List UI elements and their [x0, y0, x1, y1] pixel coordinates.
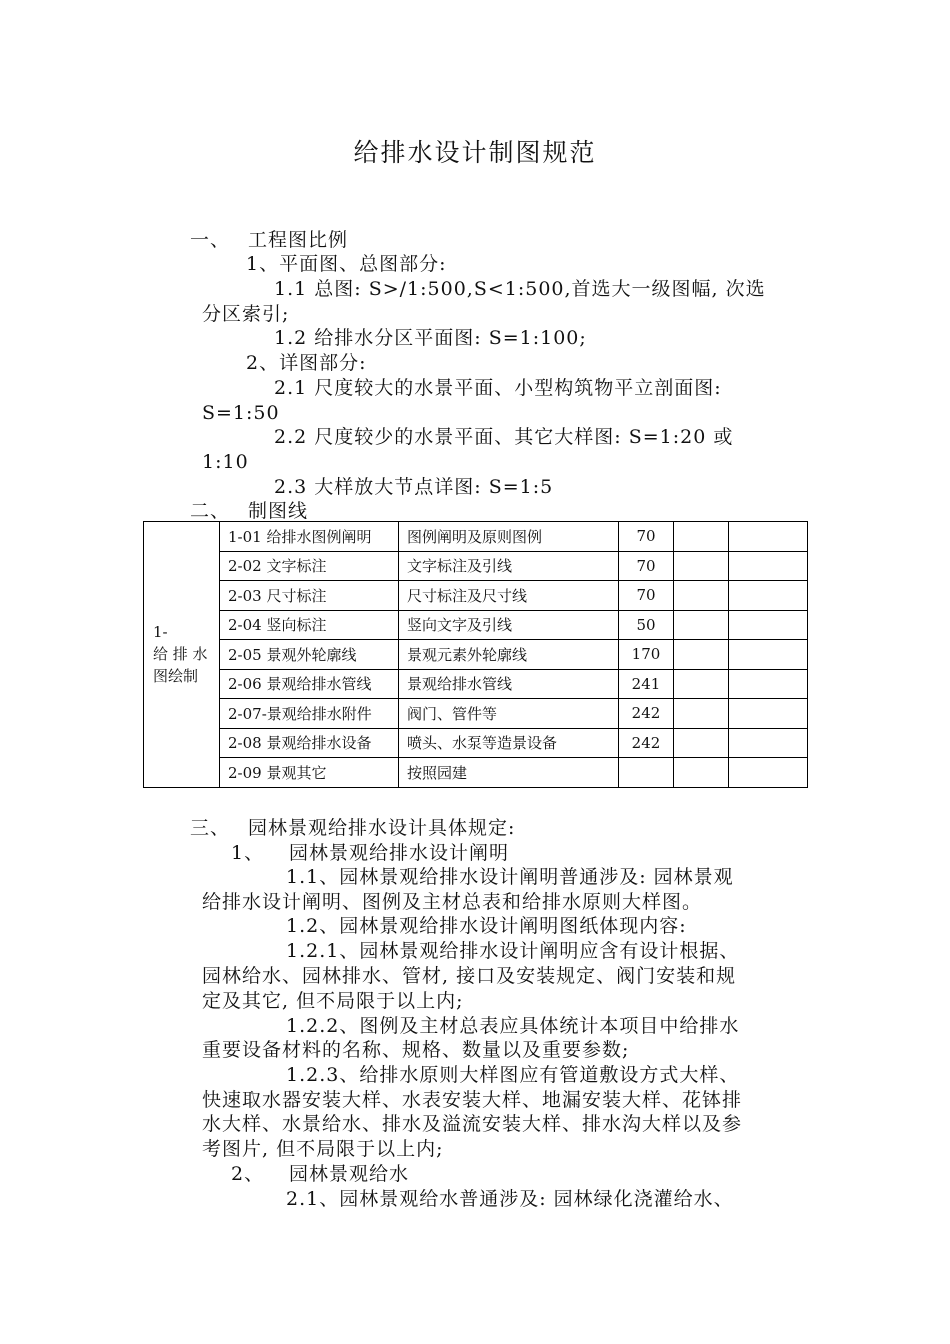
section-number: 一、 — [190, 229, 231, 251]
empty-cell — [674, 581, 729, 611]
subsection-number: 1、 — [231, 842, 265, 864]
page-title: 给排水设计制图规范 — [353, 138, 597, 167]
empty-cell — [674, 728, 729, 758]
empty-cell — [729, 758, 808, 788]
table-row — [144, 728, 808, 758]
paragraph-line: 1.2.1、园林景观给排水设计阐明应含有设计根据、 — [286, 940, 740, 962]
value-cell: 170 — [619, 640, 674, 670]
description-cell: 景观给排水管线 — [399, 669, 619, 699]
paragraph-line: 1.1 总图: S>/1:500,S<1:500,首选大一级图幅, 次选 — [274, 278, 766, 300]
empty-cell — [674, 610, 729, 640]
paragraph-line: 1.2 给排水分区平面图: S=1:100; — [274, 327, 587, 349]
layer-code-cell: 2-06 景观给排水管线 — [220, 669, 399, 699]
empty-cell — [729, 610, 808, 640]
value-cell: 50 — [619, 610, 674, 640]
value-cell: 70 — [619, 581, 674, 611]
paragraph-line: 考图片, 但不局限于以上内; — [202, 1138, 444, 1160]
empty-cell — [674, 699, 729, 729]
empty-cell — [729, 522, 808, 552]
subsection-number: 2、 — [231, 1163, 265, 1185]
table-row — [144, 758, 808, 788]
table-row — [144, 581, 808, 611]
section-number: 三、 — [190, 817, 231, 839]
layer-code-cell: 2-05 景观外轮廓线 — [220, 640, 399, 670]
description-cell: 按照园建 — [399, 758, 619, 788]
paragraph-line: 园林给水、园林排水、管材, 接口及安装规定、阀门安装和规 — [202, 965, 737, 987]
paragraph-line: 1.2.3、给排水原则大样图应有管道敷设方式大样、 — [286, 1064, 740, 1086]
empty-cell — [674, 758, 729, 788]
empty-cell — [674, 640, 729, 670]
table-row — [144, 551, 808, 581]
layer-code-cell: 2-09 景观其它 — [220, 758, 399, 788]
paragraph-line: 重要设备材料的名称、规格、数量以及重要参数; — [202, 1039, 630, 1061]
description-cell: 喷头、水泵等造景设备 — [399, 728, 619, 758]
paragraph-line: 2.2 尺度较少的水景平面、其它大样图: S=1:20 或 — [274, 426, 734, 448]
description-cell: 阀门、管件等 — [399, 699, 619, 729]
layer-code-cell: 2-02 文字标注 — [220, 551, 399, 581]
section-heading — [190, 227, 348, 253]
paragraph-line: S=1:50 — [202, 402, 280, 424]
table-row — [144, 669, 808, 699]
section-title: 制图线 — [248, 500, 309, 522]
paragraph-line: 分区索引; — [202, 303, 290, 325]
empty-cell — [729, 640, 808, 670]
paragraph-line: 定及其它, 但不局限于以上内; — [202, 990, 464, 1012]
empty-cell — [729, 551, 808, 581]
paragraph-line: 2.1 尺度较大的水景平面、小型构筑物平立剖面图: — [274, 377, 722, 399]
empty-cell — [674, 551, 729, 581]
value-cell: 242 — [619, 699, 674, 729]
description-cell: 图例阐明及原则图例 — [399, 522, 619, 552]
table-row — [144, 699, 808, 729]
subsection-title: 园林景观给水 — [289, 1163, 410, 1185]
layer-code-cell: 2-03 尺寸标注 — [220, 581, 399, 611]
paragraph-line: 水大样、水景给水、排水及溢流安装大样、排水沟大样以及参 — [202, 1113, 743, 1135]
empty-cell — [674, 522, 729, 552]
value-cell — [619, 758, 674, 788]
value-cell: 241 — [619, 669, 674, 699]
line-spec-table — [143, 521, 808, 788]
paragraph-line: 1.2.2、图例及主材总表应具体统计本项目中给排水 — [286, 1015, 740, 1037]
description-cell: 景观元素外轮廓线 — [399, 640, 619, 670]
subsection-title: 园林景观给排水设计阐明 — [289, 842, 510, 864]
table-row — [144, 640, 808, 670]
table-row — [144, 522, 808, 552]
layer-code-cell: 2-08 景观给排水设备 — [220, 728, 399, 758]
empty-cell — [729, 669, 808, 699]
paragraph-line: 2.3 大样放大节点详图: S=1:5 — [274, 476, 554, 498]
group-label-line: 1- — [153, 623, 168, 642]
paragraph-line: 1、平面图、总图部分: — [246, 253, 447, 275]
section-title: 工程图比例 — [248, 229, 349, 251]
empty-cell — [674, 669, 729, 699]
empty-cell — [729, 728, 808, 758]
section-title: 园林景观给排水设计具体规定: — [248, 817, 516, 839]
paragraph-line: 2、详图部分: — [246, 352, 367, 374]
paragraph-line: 1:10 — [202, 451, 249, 473]
subsection-heading — [231, 840, 509, 866]
paragraph-line: 1.1、园林景观给排水设计阐明普通涉及: 园林景观 — [286, 866, 734, 888]
paragraph-line: 1.2、园林景观给排水设计阐明图纸体现内容: — [286, 915, 687, 937]
paragraph-line: 给排水设计阐明、图例及主材总表和给排水原则大样图。 — [202, 891, 703, 913]
layer-code-cell: 2-04 竖向标注 — [220, 610, 399, 640]
description-cell: 竖向文字及引线 — [399, 610, 619, 640]
layer-code-cell: 2-07-景观给排水附件 — [220, 699, 399, 729]
section-number: 二、 — [190, 500, 231, 522]
empty-cell — [729, 699, 808, 729]
subsection-heading — [231, 1161, 409, 1187]
group-label-line: 图绘制 — [153, 667, 199, 686]
section-heading — [190, 815, 515, 841]
value-cell: 242 — [619, 728, 674, 758]
group-label-line: 给 排 水 — [153, 645, 208, 664]
empty-cell — [729, 581, 808, 611]
value-cell: 70 — [619, 551, 674, 581]
value-cell: 70 — [619, 522, 674, 552]
layer-code-cell: 1-01 给排水图例阐明 — [220, 522, 399, 552]
paragraph-line: 快速取水器安装大样、水表安装大样、地漏安装大样、花钵排 — [202, 1089, 743, 1111]
description-cell: 尺寸标注及尺寸线 — [399, 581, 619, 611]
paragraph-line: 2.1、园林景观给水普通涉及: 园林绿化浇灌给水、 — [286, 1188, 734, 1210]
group-cell — [144, 522, 220, 788]
description-cell: 文字标注及引线 — [399, 551, 619, 581]
table-row — [144, 610, 808, 640]
